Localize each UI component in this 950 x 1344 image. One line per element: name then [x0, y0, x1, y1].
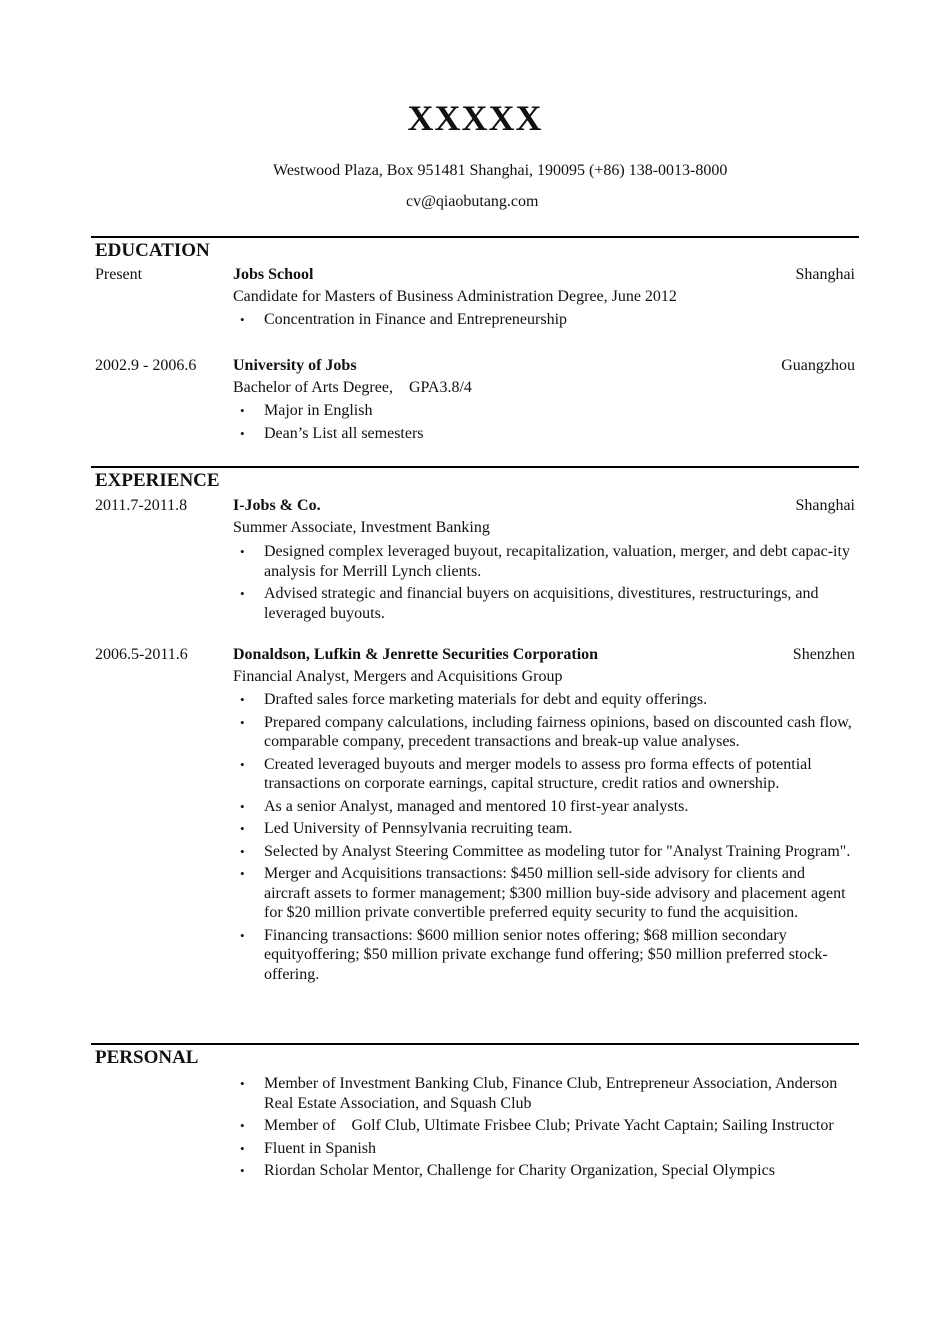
entry-role: Summer Associate, Investment Banking [233, 519, 490, 536]
entry-role: Bachelor of Arts Degree, GPA3.8/4 [233, 379, 472, 396]
entry-location: Guangzhou [781, 357, 855, 374]
bullet-item: • Designed complex leveraged buyout, recapitalization, valuation, merger, and debt capac-ity analysis for Merrill Lynch clients. [233, 542, 855, 581]
entry-organization: Donaldson, Lufkin & Jenrette Securities Corporation [233, 646, 599, 663]
bullet-item: • Concentration in Finance and Entrepreneurship [233, 310, 855, 330]
bullet-item: • Prepared company calculations, including fairness opinions, based on discounted cash flow, comparable company, precedent transactions and break-up value analyses. [233, 713, 855, 752]
contact-address: Westwood Plaza, Box 951481 Shanghai, 190095 (+86) 138-0013-8000 [273, 162, 728, 179]
bullet-item: • Merger and Acquisitions transactions: $450 million sell-side advisory for clients and aircraft assets to former management; $300 million buy-side advisory and placement agent for $20 million private convertible preferred equity security to fund the acquisition. [233, 864, 855, 923]
entry-organization: Jobs School [233, 266, 314, 283]
entry-date: Present [95, 266, 143, 283]
bullet-item: • Major in English [233, 401, 855, 421]
bullet-item: • Drafted sales force marketing materials for debt and equity offerings. [233, 690, 855, 710]
entry-role: Financial Analyst, Mergers and Acquisitions Group [233, 668, 563, 685]
entry-date: 2006.5-2011.6 [95, 646, 188, 663]
entry-location: Shanghai [795, 497, 855, 514]
bullet-item: • Member of Golf Club, Ultimate Frisbee Club; Private Yacht Captain; Sailing Instructor [233, 1116, 855, 1136]
entry-organization: University of Jobs [233, 357, 357, 374]
experience-entry [91, 646, 859, 1036]
bullet-item: • Fluent in Spanish [233, 1139, 855, 1159]
bullet-item: • Member of Investment Banking Club, Finance Club, Entrepreneur Association, Anderson Real Estate Association, and Squash Club [233, 1074, 855, 1113]
experience-section [91, 466, 859, 1042]
contact-email: cv@qiaobutang.com [406, 193, 539, 210]
section-title: EXPERIENCE [95, 470, 220, 491]
bullet-item: • Selected by Analyst Steering Committee as modeling tutor for "Analyst Training Program". [233, 842, 855, 862]
entry-role: Candidate for Masters of Business Administration Degree, June 2012 [233, 288, 677, 305]
section-divider [91, 466, 859, 468]
experience-entry [91, 497, 859, 627]
bullet-item: • As a senior Analyst, managed and mentored 10 first-year analysts. [233, 797, 855, 817]
education-entry [91, 266, 859, 346]
entry-date: 2002.9 - 2006.6 [95, 357, 197, 374]
bullet-item: • Riordan Scholar Mentor, Challenge for Charity Organization, Special Olympics [233, 1161, 855, 1181]
bullet-item: • Created leveraged buyouts and merger models to assess pro forma effects of potential transactions on corporate earnings, capital structure, credit ratios and ownership. [233, 755, 855, 794]
entry-bullets [233, 401, 855, 446]
personal-section [91, 1043, 859, 1223]
section-title: EDUCATION [95, 240, 210, 261]
bullet-item: • Led University of Pennsylvania recruiting team. [233, 819, 855, 839]
bullet-item: • Dean’s List all semesters [233, 424, 855, 444]
education-entry [91, 357, 859, 457]
personal-bullets [233, 1074, 855, 1184]
bullet-item: • Financing transactions: $600 million senior notes offering; $68 million secondary equityoffering; $50 million private exchange fund offering; $50 million preferred stock-offering. [233, 926, 855, 985]
entry-location: Shenzhen [792, 646, 855, 663]
entry-date: 2011.7-2011.8 [95, 497, 188, 514]
entry-organization: I-Jobs & Co. [233, 497, 321, 514]
section-divider [91, 1043, 859, 1045]
entry-bullets [233, 542, 855, 626]
section-title: PERSONAL [95, 1047, 199, 1068]
resume-name: XXXXX [407, 98, 543, 138]
entry-location: Shanghai [795, 266, 855, 283]
entry-bullets [233, 310, 855, 333]
education-section [91, 236, 859, 464]
entry-bullets [233, 690, 855, 987]
bullet-item: • Advised strategic and financial buyers on acquisitions, divestitures, restructurings, and leveraged buyouts. [233, 584, 855, 623]
section-divider [91, 236, 859, 238]
